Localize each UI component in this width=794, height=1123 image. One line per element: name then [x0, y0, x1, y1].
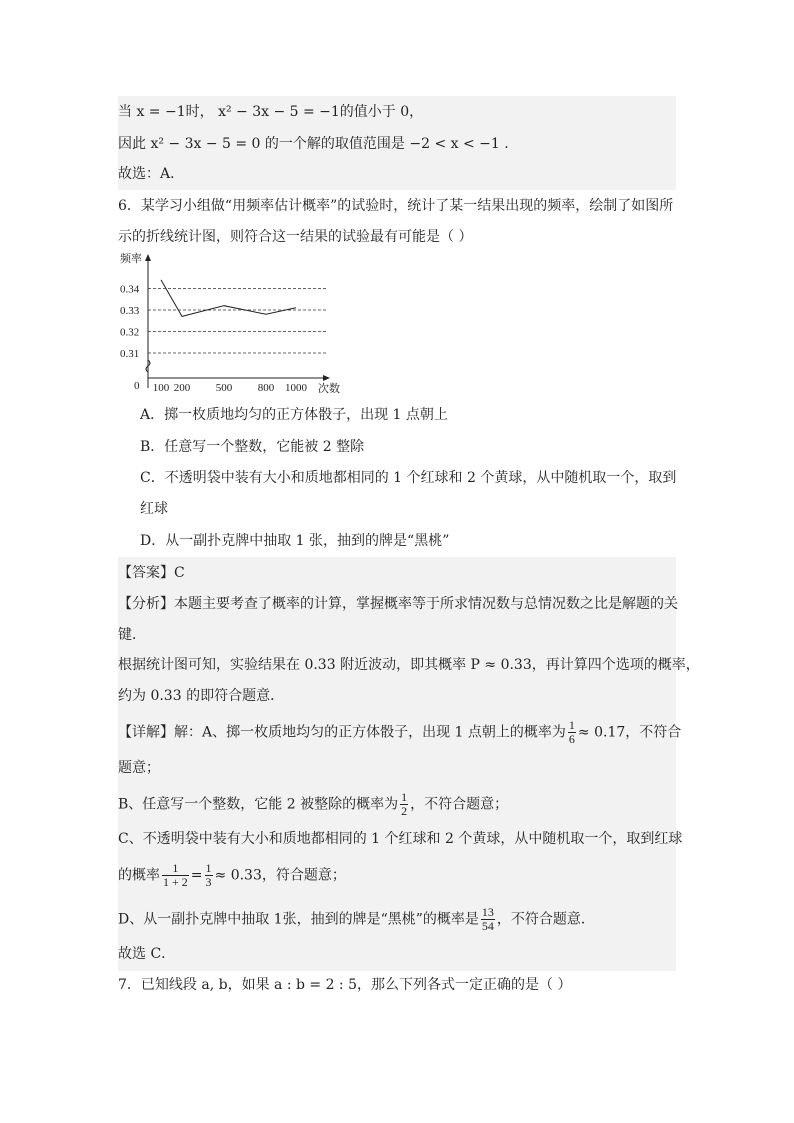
- fraction-one-sixth: [568, 719, 576, 746]
- equals-sign: =: [190, 867, 203, 884]
- chart-grid: [148, 289, 328, 354]
- frequency-line-chart: [116, 248, 356, 396]
- detail-line-2: 题意；: [118, 760, 160, 776]
- fraction-numerator: 1: [568, 718, 575, 732]
- detail-line-5: [118, 862, 346, 889]
- frequency-series-line: [161, 280, 296, 317]
- question-6-stem-line-1: 6．某学习小组做“用频率估计概率”的试验时，统计了某一结果出现的频率，绘制了如图所: [118, 198, 674, 214]
- detail-line-1: [118, 719, 681, 746]
- analysis-line-2: 键．: [118, 627, 146, 643]
- fraction-numerator: 1: [162, 862, 189, 876]
- detail-a-text: 解：A、掷一枚质地均匀的正方体骰子，出现 1 点朝上的概率为: [174, 724, 566, 741]
- detail-d-text: D、从一副扑克牌中抽取 1张，抽到的牌是“黑桃”的概率是: [118, 911, 479, 928]
- x-tick-label: 1000: [285, 382, 307, 394]
- fraction-numerator: 13: [481, 905, 494, 919]
- answer-value: C: [174, 565, 185, 581]
- y-tick-label: 0.34: [120, 283, 140, 296]
- fraction-denominator: 54: [481, 919, 494, 933]
- fraction-thirteen-fifty-fourths: [481, 906, 495, 933]
- fraction-one-half: [400, 791, 408, 818]
- option-b[interactable]: B．任意写一个整数，它能被 2 整除: [140, 439, 365, 455]
- answer-line: [118, 563, 185, 583]
- detail-b-result: ，不符合题意；: [410, 796, 509, 813]
- detail-a-result: ≈ 0.17，不符合: [577, 724, 682, 741]
- detail-line-4: C、不透明袋中装有大小和质地都相同的 1 个红球和 2 个黄球，从中随机取一个，取到红球: [118, 831, 683, 847]
- previous-solution-line-1: 当 x = −1时， x² − 3x − 5 = −1的值小于 0，: [118, 104, 424, 120]
- y-axis-arrow: [145, 254, 151, 261]
- analysis-text-1: 本题主要考查了概率的计算，掌握概率等于所求情况数与总情况数之比是解题的关: [174, 596, 678, 612]
- fraction-denominator: 3: [205, 875, 212, 889]
- option-a[interactable]: A．掷一枚质地均匀的正方体骰子，出现 1 点朝上: [140, 407, 448, 423]
- x-tick-label: 500: [215, 382, 233, 394]
- y-tick-label: 0.33: [120, 305, 140, 317]
- fraction-one-over-one-plus-two: [162, 862, 189, 889]
- detail-line-3: [118, 791, 508, 818]
- y-tick-label: 0.31: [120, 348, 140, 360]
- detail-label: 【详解】: [118, 724, 174, 741]
- x-tick-label: 100: [152, 382, 170, 394]
- option-d[interactable]: D．从一副扑克牌中抽取 1 张，抽到的牌是“黑桃”: [140, 533, 450, 549]
- x-tick-label: 800: [257, 382, 275, 394]
- question-6-stem-line-2: 示的折线统计图，则符合这一结果的试验最有可能是（ ）: [118, 229, 473, 245]
- question-7-stem: 7．已知线段 a, b，如果 a : b = 2 : 5，那么下列各式一定正确的是（ ）: [118, 977, 572, 993]
- fraction-denominator: 6: [568, 732, 575, 746]
- conclusion-line: 故选 C．: [118, 946, 176, 962]
- x-axis-arrow: [323, 375, 330, 381]
- option-c-line-2[interactable]: 红球: [140, 501, 168, 517]
- fraction-denominator: 2: [401, 804, 408, 818]
- detail-d-result: ，不符合题意．: [496, 911, 595, 928]
- answer-label: 【答案】: [118, 565, 174, 581]
- option-c-line-1[interactable]: C．不透明袋中装有大小和质地都相同的 1 个红球和 2 个黄球，从中随机取一个，取到: [140, 470, 677, 486]
- x-tick-label: 200: [173, 382, 191, 394]
- detail-line-6: [118, 906, 595, 933]
- analysis-line-1: [118, 594, 678, 614]
- origin-label: 0: [134, 380, 140, 392]
- fraction-denominator: 1 + 2: [163, 875, 188, 889]
- fraction-numerator: 1: [205, 861, 212, 875]
- detail-c-result: ≈ 0.33，符合题意；: [214, 867, 346, 884]
- previous-solution-line-3: 故选：A．: [118, 166, 185, 182]
- analysis-line-4: 约为 0.33 的即符合题意．: [118, 688, 285, 704]
- x-axis-label: 次数: [318, 383, 340, 395]
- previous-solution-line-2: 因此 x² − 3x − 5 = 0 的一个解的取值范围是 −2 < x < −1 .: [118, 136, 509, 152]
- detail-c-prefix: 的概率: [118, 867, 160, 884]
- y-axis-label: 频率: [120, 253, 142, 265]
- y-tick-label: 0.32: [120, 326, 140, 339]
- analysis-label: 【分析】: [118, 596, 174, 612]
- detail-b-text: B、任意写一个整数，它能 2 被整除的概率为: [118, 796, 399, 813]
- fraction-numerator: 1: [401, 790, 408, 804]
- analysis-line-3: 根据统计图可知，实验结果在 0.33 附近波动，即其概率 P ≈ 0.33，再计算四个选项的概率，: [118, 657, 700, 673]
- fraction-one-third: [205, 862, 213, 889]
